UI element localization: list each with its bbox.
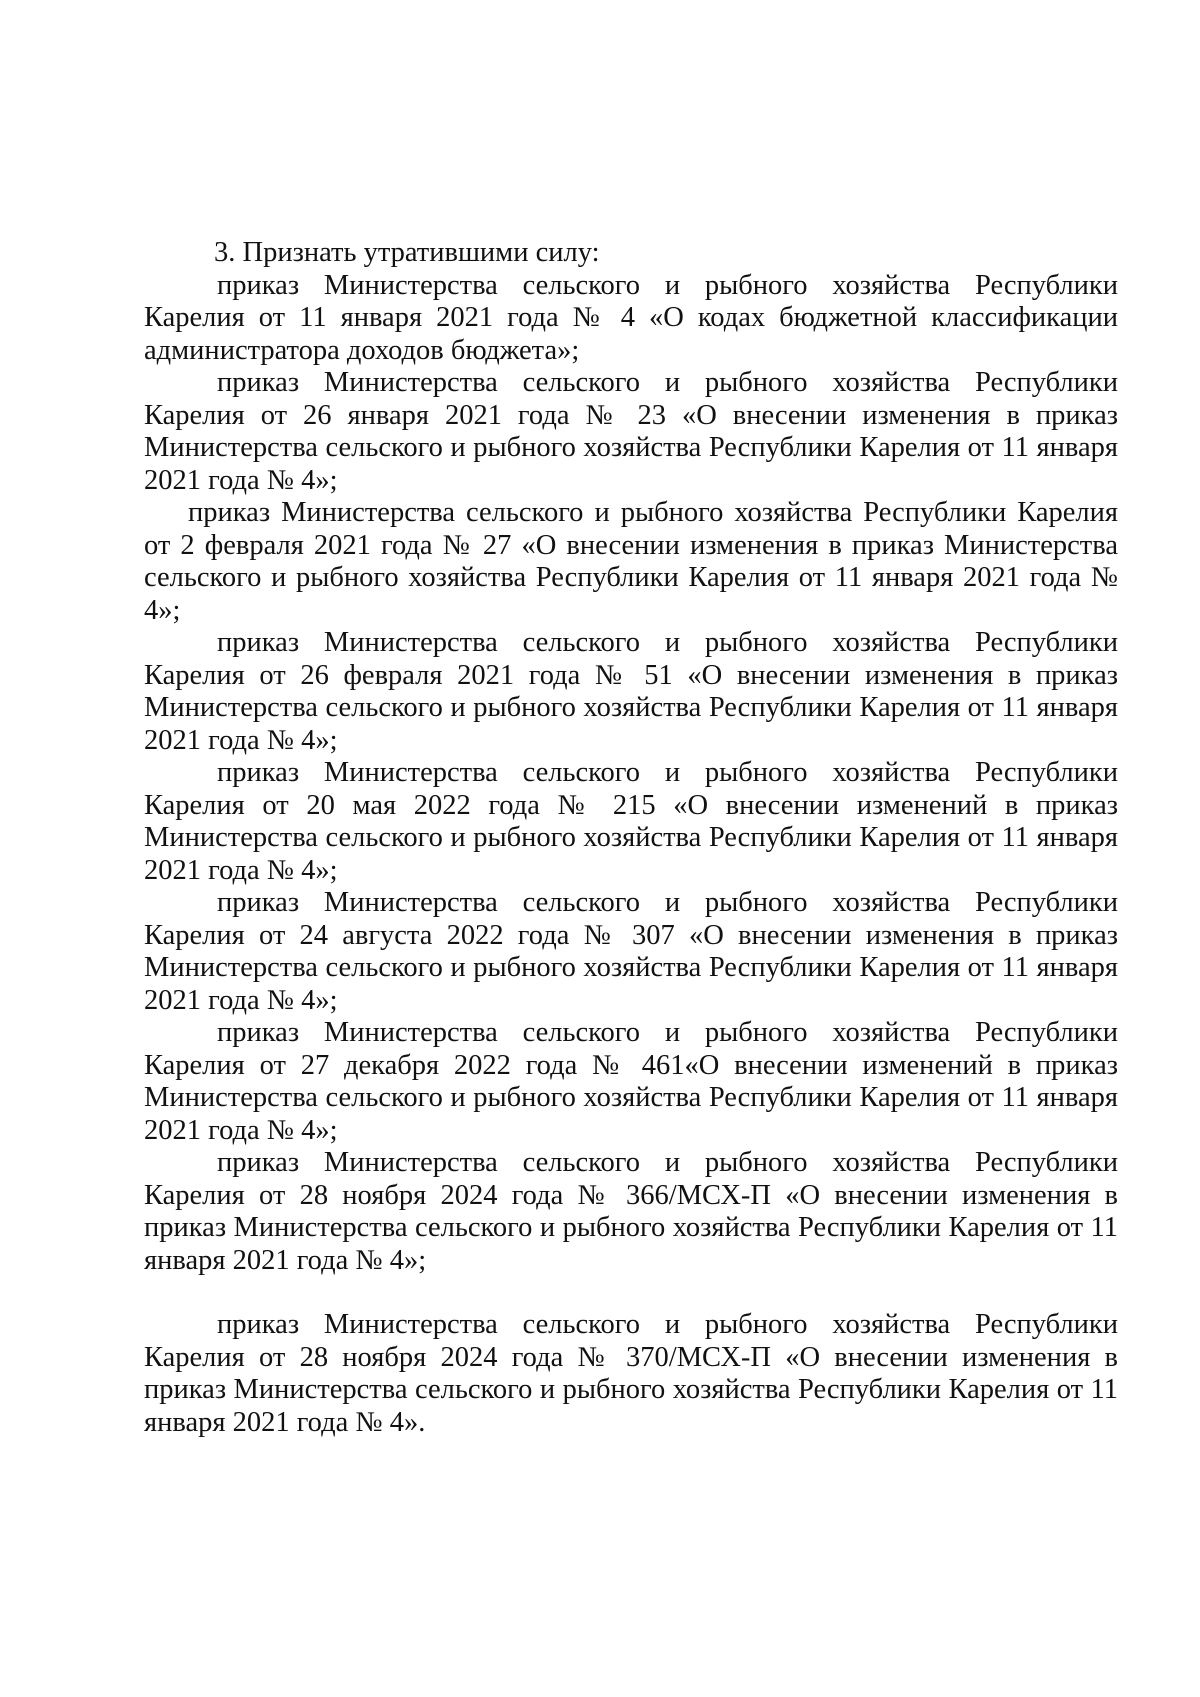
repealed-order-7: приказ Министерства сельского и рыбного хозяйства Республики Карелия от 27 декабря 2022 года № 461«О внесении изменений в приказ Министерства сельского и рыбного хозяйства Республики Карелия от 11 января 2021 года № 4»; — [144, 1017, 1118, 1146]
section-heading: 3. Признать утратившими силу: — [214, 237, 600, 268]
repealed-order-5: приказ Министерства сельского и рыбного хозяйства Республики Карелия от 20 мая 2022 года № 215 «О внесении изменений в приказ Министерства сельского и рыбного хозяйства Республики Карелия от 11 января 2021 года № 4»; — [144, 757, 1118, 886]
repealed-order-4: приказ Министерства сельского и рыбного хозяйства Республики Карелия от 26 февраля 2021 года № 51 «О внесении изменения в приказ Министерства сельского и рыбного хозяйства Республики Карелия от 11 января 2021 года № 4»; — [144, 627, 1118, 756]
repealed-order-1: приказ Министерства сельского и рыбного хозяйства Республики Карелия от 11 января 2021 года № 4 «О кодах бюджетной классификации администратора доходов бюджета»; — [144, 269, 1118, 366]
repealed-order-8: приказ Министерства сельского и рыбного хозяйства Республики Карелия от 28 ноября 2024 года № 366/МСХ-П «О внесении изменения в приказ Министерства сельского и рыбного хозяйства Республики Карелия от 11 января 2021 года № 4»; — [144, 1147, 1118, 1276]
repealed-order-3: приказ Министерства сельского и рыбного хозяйства Республики Карелия от 2 февраля 2021 года № 27 «О внесении изменения в приказ Министерства сельского и рыбного хозяйства Республики Карелия от 11 января 2021 года № 4»; — [144, 497, 1118, 626]
repealed-order-6: приказ Министерства сельского и рыбного хозяйства Республики Карелия от 24 августа 2022 года № 307 «О внесении изменения в приказ Министерства сельского и рыбного хозяйства Республики Карелия от 11 января 2021 года № 4»; — [144, 887, 1118, 1016]
repealed-order-9: приказ Министерства сельского и рыбного хозяйства Республики Карелия от 28 ноября 2024 года № 370/МСХ-П «О внесении изменения в приказ Министерства сельского и рыбного хозяйства Республики Карелия от 11 января 2021 года № 4». — [144, 1309, 1118, 1438]
document-body — [144, 237, 1118, 1439]
repealed-order-2: приказ Министерства сельского и рыбного хозяйства Республики Карелия от 26 января 2021 года № 23 «О внесении изменения в приказ Министерства сельского и рыбного хозяйства Республики Карелия от 11 января 2021 года № 4»; — [144, 367, 1118, 496]
